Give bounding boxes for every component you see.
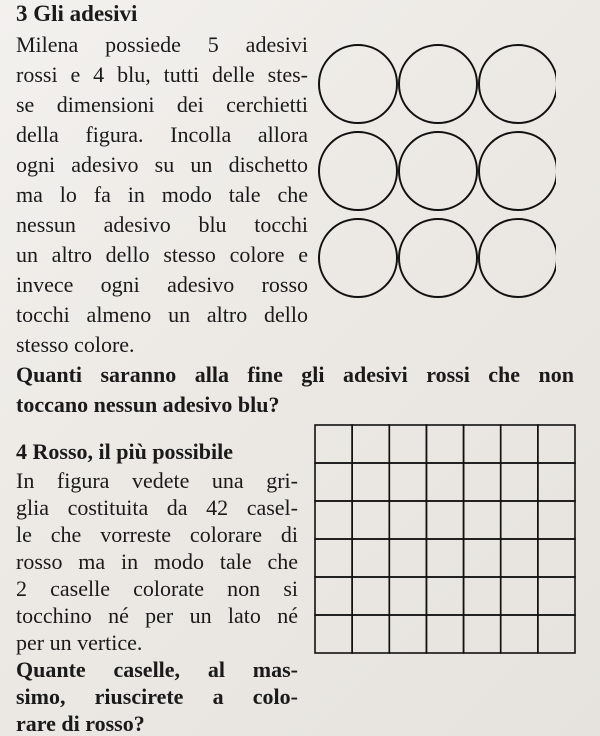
grid-cell <box>464 577 501 615</box>
grid-cell <box>501 615 538 653</box>
problem-3-line-10: tocchi almeno un altro dello <box>16 302 308 327</box>
grid-cell <box>538 425 575 463</box>
problem-3-line-5: ogni adesivo su un dischetto <box>16 152 308 177</box>
grid-cell <box>352 539 389 577</box>
circle-disc <box>319 132 397 210</box>
problem-4-line-7: per un vertice. <box>16 630 143 655</box>
circle-disc <box>479 132 556 210</box>
problem-3-line-7: nessun adesivo blu tocchi <box>16 212 308 237</box>
grid-cell <box>426 539 463 577</box>
problem-3-line-9: invece ogni adesivo rosso <box>16 272 308 297</box>
grid-cell <box>352 615 389 653</box>
problem-3-line-3: se dimensioni dei cerchietti <box>16 92 308 117</box>
grid-cell <box>464 463 501 501</box>
grid-cell <box>389 577 426 615</box>
grid-cell <box>352 501 389 539</box>
problem-3-question-line-1: Quanti saranno alla fine gli adesivi rossi che non <box>16 362 574 387</box>
grid-cell <box>464 539 501 577</box>
problem-3-line-4: della figura. Incolla allora <box>16 122 308 147</box>
circle-disc <box>479 219 556 297</box>
problem-3-line-6: ma lo fa in modo tale che <box>16 182 308 207</box>
problem-4-line-1: In figura vedete una gri- <box>16 468 298 493</box>
problem-4-line-2: glia costituita da 42 casel- <box>16 495 298 520</box>
grid-cell <box>538 539 575 577</box>
problem-3-line-11: stesso colore. <box>16 332 135 357</box>
grid-cell <box>538 463 575 501</box>
circle-disc <box>319 45 397 123</box>
problem-4-question-line-3: rare di rosso? <box>16 711 145 736</box>
grid-cell <box>352 425 389 463</box>
circle-disc <box>399 45 477 123</box>
circle-disc <box>399 132 477 210</box>
circle-figure <box>318 44 556 306</box>
grid-cell <box>389 463 426 501</box>
problem-3-line-1: Milena possiede 5 adesivi <box>16 32 308 57</box>
grid-cell <box>352 463 389 501</box>
grid-cell <box>538 577 575 615</box>
grid-cell <box>464 615 501 653</box>
problem-4-line-6: tocchino né per un lato né <box>16 603 298 628</box>
problem-4-title: 4 Rosso, il più possibile <box>16 439 234 464</box>
grid-cell <box>426 615 463 653</box>
grid-cell <box>315 615 352 653</box>
square-grid <box>314 424 576 654</box>
grid-cell <box>315 463 352 501</box>
grid-cell <box>501 501 538 539</box>
grid-cell <box>501 463 538 501</box>
grid-cell <box>352 577 389 615</box>
grid-cell <box>464 425 501 463</box>
problem-3-line-8: un altro dello stesso colore e <box>16 242 308 267</box>
grid-cell <box>389 615 426 653</box>
grid-cell <box>315 501 352 539</box>
grid-cell <box>426 577 463 615</box>
grid-cell <box>538 615 575 653</box>
problem-4-question-line-2: simo, riuscirete a colo- <box>16 684 298 709</box>
grid-cell <box>501 577 538 615</box>
circle-disc <box>399 219 477 297</box>
grid-cell <box>538 501 575 539</box>
grid-cell <box>389 425 426 463</box>
problem-4-line-5: 2 caselle colorate non si <box>16 576 298 601</box>
grid-cell <box>501 425 538 463</box>
grid-cell <box>315 577 352 615</box>
grid-cell <box>464 501 501 539</box>
grid-cell <box>315 539 352 577</box>
problem-3-line-2: rossi e 4 blu, tutti delle stes- <box>16 62 308 87</box>
grid-cell <box>389 539 426 577</box>
circle-disc <box>479 45 556 123</box>
grid-cell <box>389 501 426 539</box>
problem-4-line-3: le che vorreste colorare di <box>16 522 298 547</box>
grid-cell <box>426 501 463 539</box>
circle-disc <box>319 219 397 297</box>
grid-cell <box>501 539 538 577</box>
problem-4-question-line-1: Quante caselle, al mas- <box>16 657 298 682</box>
problem-3-question-line-2: toccano nessun adesivo blu? <box>16 392 280 417</box>
problem-4-line-4: rosso ma in modo tale che <box>16 549 298 574</box>
grid-cell <box>426 425 463 463</box>
grid-cell <box>315 425 352 463</box>
grid-cell <box>426 463 463 501</box>
problem-3-title: 3 Gli adesivi <box>16 1 138 26</box>
